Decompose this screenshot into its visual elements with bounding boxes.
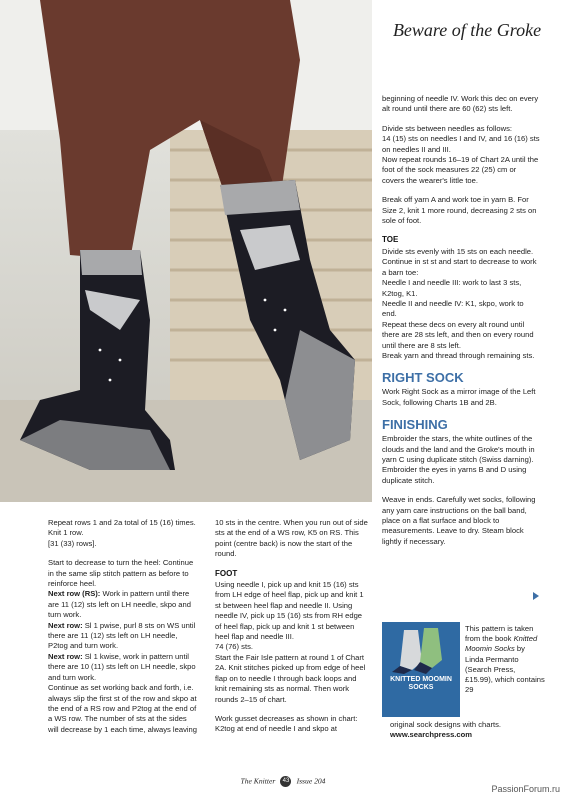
continue-arrow-icon [533,592,539,600]
socks-illustration [0,0,372,502]
finishing-paragraph [382,434,540,486]
paragraph [382,124,540,186]
paragraph: Continue as set working back and forth, i.e. always slip the first st of the row and skpo at the end of a RS row and P2tog at the end of a WS row. The number of sts at the sides will decrease by 1 each time, always leaving [48,683,197,734]
text-line: Repeat rows 1 and 2a total of 15 (16) times. Knit 1 row. [48,518,196,538]
toe-paragraph [382,247,540,361]
magazine-name: The Knitter [240,776,276,786]
book-text: original sock designs with charts. [390,720,502,729]
text-line: Break yarn and thread through remaining sts. [382,350,535,360]
row-label: Next row: [48,651,83,661]
text-line: Embroider the stars, the white outlines of the clouds and the land and the Groke's mouth in yarn C using duplicate stitch (Swiss darning). [382,434,535,464]
paragraph: Start to decrease to turn the heel: Continue in the same slip stitch pattern as before to reinforce heel. [48,558,194,589]
book-promo [382,622,545,740]
row-label: Next row (RS): [48,589,101,599]
paragraph: Work gusset decreases as shown in chart: K2tog at end of needle I and skpo at [215,713,358,734]
instruction-row [48,589,198,620]
book-cover [382,622,460,717]
paragraph [48,518,198,549]
text-line: Needle II and needle IV: K1, skpo, work to end. [382,298,524,319]
paragraph: Break off yarn A and work toe in yarn B. For Size 2, knit 1 more round, decreasing 2 sts on sole of foot. [382,195,537,226]
instruction-row [48,621,198,652]
paragraph: Using needle I, pick up and knit 15 (16) sts from LH edge of heel flap, pick up and knit 1 st between heel flap and needle II. Using needle IV, pick up 15 (16) sts from RH edge of heel flap, pick up and knit 1 st between heel flap and needle III. [215,580,364,642]
foot-heading: FOOT [215,568,238,578]
middle-column [215,518,370,744]
paragraph: Weave in ends. Carefully wet socks, following any yarn care instructions on the ball band, place on a flat surface and block to measurements. Leave to dry. Steam block lightly if necessary. [382,495,536,546]
text-line: Repeat these decs on every alt round until there are 28 sts left, and then on every round until there are 8 sts left. [382,319,534,350]
text-line: 14 (15) sts on needles I and IV, and 16 (16) sts on needles II and III. [382,134,540,154]
instruction-row [48,652,198,683]
book-cover-title: KNITTED MOOMIN SOCKS [390,676,452,691]
right-sock-heading: RIGHT SOCK [382,370,464,386]
paragraph: beginning of needle IV. Work this dec on every alt round until there are 60 (62) sts left. [382,94,539,114]
paragraph: Work Right Sock as a mirror image of the Left Sock, following Charts 1B and 2B. [382,387,536,407]
text-line: Divide sts between needles as follows: [382,123,513,133]
book-text: by Linda Permanto (Search Press, £15.99), which contains 29 [465,644,545,695]
right-column [382,94,540,556]
row-text: Work in pattern until there are 11 (12) sts left on LH needle, skpo and turn work. [48,589,191,620]
book-text: This pattern is taken from the book [465,624,534,644]
article-heading: Beware of the Groke [392,20,542,40]
socks-photo [0,0,372,502]
row-text: Sl 1 kwise, work in pattern until there are 10 (11) sts left on LH needle, skpo and turn work. [48,651,196,682]
left-column [48,518,198,735]
publisher-link[interactable]: www.searchpress.com [390,730,473,740]
text-line: Continue in st st and start to decrease to work a barn toe: [382,257,537,277]
toe-heading: TOE [382,235,399,245]
text-line: Now repeat rounds 16–19 of Chart 2A until the foot of the sock measures 22 (25) cm or covers the wearer's little toe. [382,155,539,185]
book-description [465,624,545,695]
paragraph: 10 sts in the centre. When you run out of side sts at the end of a WS row, K5 on RS. This point (centre back) is now the start of the round. [215,518,368,559]
page-number: 43 [280,776,291,787]
row-text: Sl 1 pwise, purl 8 sts on WS until there are 11 (12) sts left on LH needle, P2tog and turn work. [48,620,196,651]
page-footer [0,776,566,787]
watermark: PassionForum.ru [491,784,560,794]
book-description-cont [390,720,550,740]
text-line: Divide sts evenly with 15 sts on each needle. [382,246,534,256]
issue-number: Issue 204 [296,776,326,786]
book-cover-art [382,622,460,717]
book-title: Knitted Moomin Socks [465,634,538,654]
text-line: Embroider the eyes in yarns B and D using duplicate stitch. [382,465,527,485]
paragraph: Start the Fair Isle pattern at round 1 of Chart 2A. Knit stitches picked up from edge of heel flap on to needle I through back loops and knit remaining sts as normal. Then work rounds 2–15 of chart. [215,652,366,704]
paragraph: 74 (76) sts. [215,642,253,652]
finishing-heading: FINISHING [382,417,448,433]
row-label: Next row: [48,620,83,630]
text-line: [31 (33) rows]. [48,538,97,548]
text-line: Needle I and needle III: work to last 3 sts, K2tog, K1. [382,278,522,298]
